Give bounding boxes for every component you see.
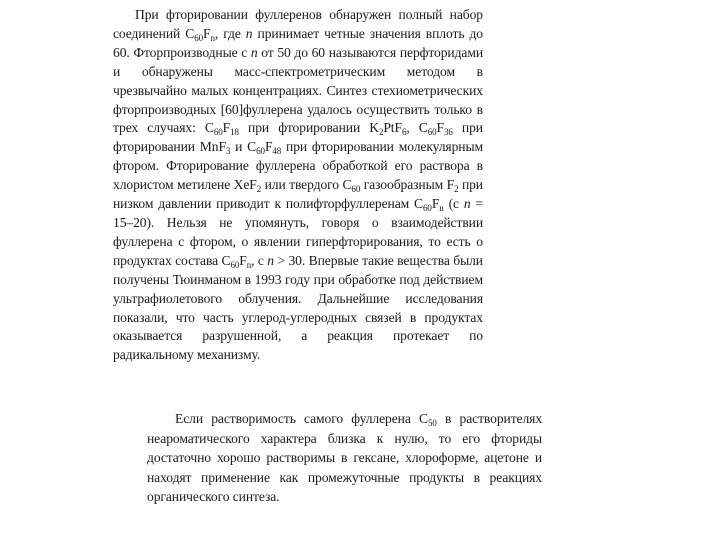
- text-run: = 15–20). Нельзя не упомянуть, говоря о взаимодействии фуллерена с фтором, о явлении гиперфторирования, то есть о продуктах состава C: [113, 196, 483, 268]
- subscript: 50: [427, 418, 437, 428]
- subscript: 48: [272, 146, 282, 157]
- subscript: n: [439, 203, 444, 214]
- italic-variable: n: [267, 252, 274, 268]
- subscript: 2: [454, 184, 459, 195]
- text-run: и C: [230, 139, 257, 155]
- text-run: , где: [214, 25, 246, 41]
- text-run: PtF: [383, 120, 402, 136]
- text-run: в растворителях неароматического характера близка к нулю, то его фториды достаточно хорошо растворимы в гексане, хлороформе, ацетоне и находят применение как промежуточные продукты в реакциях органического синтеза.: [147, 411, 543, 505]
- italic-variable: n: [250, 44, 258, 60]
- text-run: , с: [251, 252, 268, 268]
- text-run: F: [436, 120, 445, 136]
- subscript: n: [210, 32, 215, 43]
- subscript: 60: [194, 32, 203, 43]
- text-run: или твердого C: [261, 177, 352, 193]
- subscript: 60: [213, 127, 223, 138]
- text-run: при фторировании K: [238, 120, 379, 136]
- paragraph-fluorination: [113, 6, 483, 365]
- text-run: , C: [406, 120, 428, 136]
- text-run: F: [239, 252, 247, 268]
- text-run: газообразным F: [360, 177, 455, 193]
- text-run: при фторировании молекулярным фтором. Фторирование фуллерена обработкой его раствора в хлористом метилене XeF: [113, 139, 483, 193]
- text-run: от 50 до 60 называются перфторидами и обнаружены масс-спектрометрическим методом в чрезвычайно малых концентрациях. Синтез стехиометрических фторпроизводных [60]фуллерена удалось осуществить только в трех случаях: C: [113, 44, 484, 136]
- italic-variable: n: [245, 25, 253, 41]
- text-run: > 30. Впервые такие вещества были получены Тюинманом в 1993 году при обработке под действием ультрафиолетового облучения. Дальнейшие исследования показали, что часть углерод-углеродных связей в продуктах оказывается разрушенной, а реакция протекает по радикальному механизму.: [113, 252, 483, 363]
- text-run: При фторировании фуллеренов обнаружен полный набор соединений C: [113, 7, 483, 41]
- text-run: при фторировании MnF: [113, 120, 483, 155]
- subscript: 6: [401, 127, 407, 138]
- document-page: [113, 6, 483, 365]
- text-run: F: [203, 25, 211, 41]
- text-run: Если растворимость самого фуллерена C: [175, 411, 428, 426]
- text-run: F: [431, 196, 440, 212]
- subscript: 3: [225, 146, 231, 157]
- subscript: 60: [427, 127, 437, 138]
- text-run: (с: [443, 196, 464, 212]
- subscript: 60: [423, 203, 432, 214]
- italic-variable: n: [463, 196, 471, 212]
- subscript: 60: [256, 146, 265, 157]
- subscript: n: [246, 259, 252, 270]
- subscript: 2: [378, 127, 384, 138]
- subscript: 18: [230, 127, 239, 138]
- text-run: при низком давлении приводит к полифторфуллеренам C: [113, 177, 483, 212]
- text-run: принимает четные значения вплоть до 60. Фторпроизводные с: [113, 25, 483, 60]
- subscript: 60: [230, 259, 240, 270]
- text-run: F: [222, 120, 231, 136]
- text-run: F: [264, 139, 273, 155]
- subscript: 36: [444, 127, 453, 138]
- subscript: 60: [351, 184, 361, 195]
- subscript: 2: [256, 184, 262, 195]
- paragraph-solubility: [147, 409, 542, 507]
